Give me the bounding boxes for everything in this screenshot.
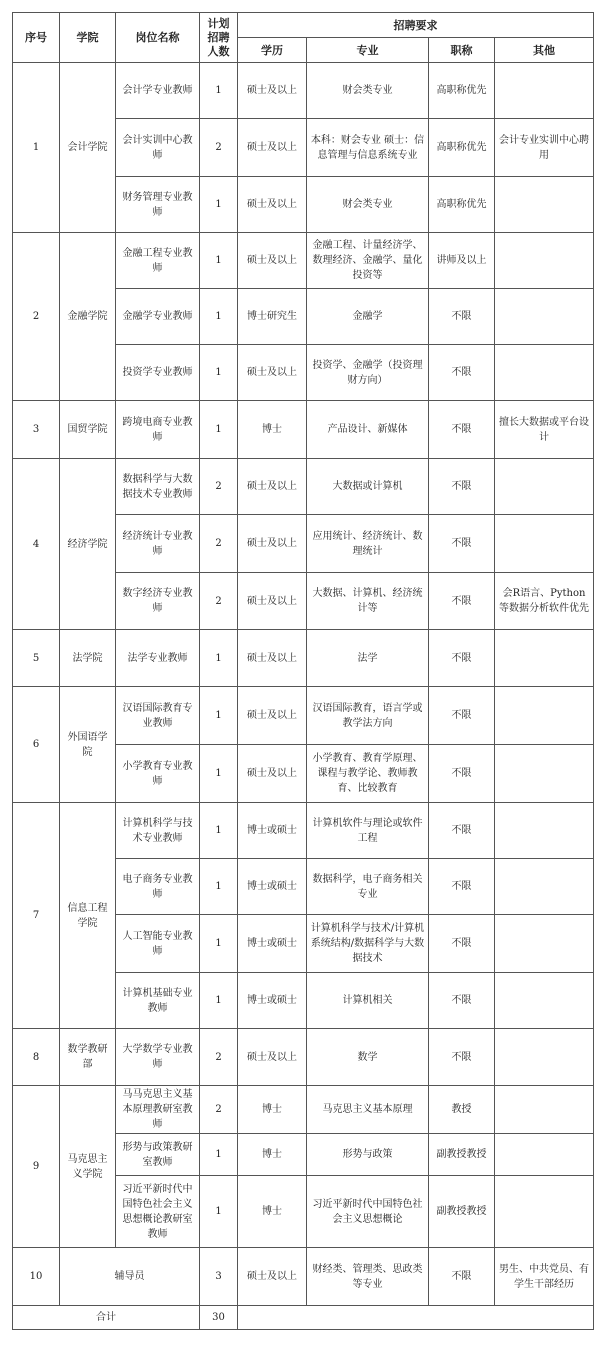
cell-major: 金融工程、计量经济学、数理经济、金融学、量化投资等 xyxy=(307,233,429,289)
cell-other: 擅长大数据或平台设计 xyxy=(495,401,594,459)
cell-other: 男生、中共党员、有学生干部经历 xyxy=(495,1248,594,1306)
cell-degree: 硕士及以上 xyxy=(238,345,307,401)
cell-major: 形势与政策 xyxy=(307,1134,429,1176)
cell-position: 投资学专业教师 xyxy=(116,345,200,401)
cell-college: 法学院 xyxy=(60,630,116,687)
cell-title: 不限 xyxy=(429,459,495,515)
table-row xyxy=(13,233,594,289)
cell-count: 1 xyxy=(200,401,238,459)
cell-position: 电子商务专业教师 xyxy=(116,859,200,915)
header-college: 学院 xyxy=(60,13,116,63)
cell-count: 1 xyxy=(200,289,238,345)
cell-title: 不限 xyxy=(429,1248,495,1306)
cell-position: 会计实训中心教师 xyxy=(116,119,200,177)
cell-title: 不限 xyxy=(429,515,495,573)
cell-count: 1 xyxy=(200,233,238,289)
cell-other xyxy=(495,1176,594,1248)
cell-title: 教授 xyxy=(429,1086,495,1134)
cell-title: 不限 xyxy=(429,803,495,859)
cell-major: 计算机科学与技术/计算机系统结构/数据科学与大数据技术 xyxy=(307,915,429,973)
cell-other xyxy=(495,630,594,687)
cell-other xyxy=(495,1134,594,1176)
header-position: 岗位名称 xyxy=(116,13,200,63)
cell-other xyxy=(495,63,594,119)
cell-title: 高职称优先 xyxy=(429,177,495,233)
cell-count: 1 xyxy=(200,1176,238,1248)
header-other: 其他 xyxy=(495,38,594,63)
recruitment-table xyxy=(12,12,594,1330)
cell-title: 不限 xyxy=(429,915,495,973)
cell-college: 国贸学院 xyxy=(60,401,116,459)
cell-degree: 硕士及以上 xyxy=(238,1248,307,1306)
header-requirements: 招聘要求 xyxy=(238,13,594,38)
cell-major: 汉语国际教育，语言学或教学法方向 xyxy=(307,687,429,745)
cell-count: 1 xyxy=(200,630,238,687)
cell-title: 讲师及以上 xyxy=(429,233,495,289)
header-row xyxy=(13,13,594,38)
cell-seq: 2 xyxy=(13,233,60,401)
cell-major: 产品设计、新媒体 xyxy=(307,401,429,459)
cell-count: 1 xyxy=(200,915,238,973)
cell-count: 2 xyxy=(200,1086,238,1134)
cell-college: 经济学院 xyxy=(60,459,116,630)
cell-count: 1 xyxy=(200,973,238,1029)
cell-degree: 博士或硕士 xyxy=(238,915,307,973)
cell-major: 马克思主义基本原理 xyxy=(307,1086,429,1134)
cell-title: 不限 xyxy=(429,745,495,803)
cell-degree: 硕士及以上 xyxy=(238,459,307,515)
cell-major: 数学 xyxy=(307,1029,429,1086)
table-row xyxy=(13,459,594,515)
cell-degree: 博士 xyxy=(238,1086,307,1134)
cell-degree: 硕士及以上 xyxy=(238,515,307,573)
cell-degree: 硕士及以上 xyxy=(238,233,307,289)
cell-title: 不限 xyxy=(429,973,495,1029)
cell-position: 金融工程专业教师 xyxy=(116,233,200,289)
cell-position: 跨境电商专业教师 xyxy=(116,401,200,459)
table-row xyxy=(13,630,594,687)
cell-position: 小学教育专业教师 xyxy=(116,745,200,803)
cell-seq: 8 xyxy=(13,1029,60,1086)
table-row xyxy=(13,1086,594,1134)
cell-position: 习近平新时代中国特色社会主义思想概论教研室教师 xyxy=(116,1176,200,1248)
cell-count: 3 xyxy=(200,1248,238,1306)
cell-seq: 4 xyxy=(13,459,60,630)
cell-other xyxy=(495,459,594,515)
cell-position: 马马克思主义基本原理教研室教师 xyxy=(116,1086,200,1134)
table-row xyxy=(13,803,594,859)
cell-count: 2 xyxy=(200,459,238,515)
table-row xyxy=(13,687,594,745)
cell-other xyxy=(495,1029,594,1086)
cell-major: 计算机软件与理论或软件工程 xyxy=(307,803,429,859)
cell-major: 习近平新时代中国特色社会主义思想概论 xyxy=(307,1176,429,1248)
cell-count: 1 xyxy=(200,63,238,119)
cell-major: 法学 xyxy=(307,630,429,687)
cell-degree: 博士或硕士 xyxy=(238,803,307,859)
cell-other xyxy=(495,515,594,573)
cell-seq: 3 xyxy=(13,401,60,459)
cell-other xyxy=(495,233,594,289)
cell-other xyxy=(495,1086,594,1134)
table-row xyxy=(13,1248,594,1306)
cell-college: 会计学院 xyxy=(60,63,116,233)
cell-degree: 博士或硕士 xyxy=(238,859,307,915)
cell-college: 信息工程学院 xyxy=(60,803,116,1029)
header-seq: 序号 xyxy=(13,13,60,63)
cell-college: 金融学院 xyxy=(60,233,116,401)
cell-title: 不限 xyxy=(429,687,495,745)
cell-degree: 硕士及以上 xyxy=(238,687,307,745)
cell-college: 外国语学院 xyxy=(60,687,116,803)
cell-position: 人工智能专业教师 xyxy=(116,915,200,973)
cell-position: 汉语国际教育专业教师 xyxy=(116,687,200,745)
cell-degree: 硕士及以上 xyxy=(238,1029,307,1086)
cell-degree: 硕士及以上 xyxy=(238,630,307,687)
total-label: 合计 xyxy=(13,1306,200,1330)
cell-degree: 博士 xyxy=(238,401,307,459)
cell-degree: 博士或硕士 xyxy=(238,973,307,1029)
cell-count: 1 xyxy=(200,177,238,233)
cell-degree: 硕士及以上 xyxy=(238,573,307,630)
header-degree: 学历 xyxy=(238,38,307,63)
header-title: 职称 xyxy=(429,38,495,63)
table-row xyxy=(13,1029,594,1086)
cell-seq: 9 xyxy=(13,1086,60,1248)
cell-count: 1 xyxy=(200,859,238,915)
cell-count: 2 xyxy=(200,119,238,177)
total-empty xyxy=(238,1306,594,1330)
cell-other: 会计专业实训中心聘用 xyxy=(495,119,594,177)
cell-other xyxy=(495,915,594,973)
cell-count: 2 xyxy=(200,573,238,630)
cell-count: 2 xyxy=(200,1029,238,1086)
cell-position: 形势与政策教研室教师 xyxy=(116,1134,200,1176)
cell-count: 1 xyxy=(200,803,238,859)
header-major: 专业 xyxy=(307,38,429,63)
cell-count: 2 xyxy=(200,515,238,573)
cell-degree: 博士 xyxy=(238,1134,307,1176)
cell-degree: 硕士及以上 xyxy=(238,63,307,119)
cell-count: 1 xyxy=(200,687,238,745)
cell-count: 1 xyxy=(200,345,238,401)
table-row xyxy=(13,401,594,459)
cell-title: 高职称优先 xyxy=(429,63,495,119)
cell-position: 计算机科学与技术专业教师 xyxy=(116,803,200,859)
cell-position: 数据科学与大数据技术专业教师 xyxy=(116,459,200,515)
cell-major: 应用统计、经济统计、数理统计 xyxy=(307,515,429,573)
cell-college: 马克思主义学院 xyxy=(60,1086,116,1248)
cell-degree: 硕士及以上 xyxy=(238,745,307,803)
cell-seq: 10 xyxy=(13,1248,60,1306)
cell-title: 副教授教授 xyxy=(429,1134,495,1176)
cell-degree: 博士 xyxy=(238,1176,307,1248)
cell-other xyxy=(495,687,594,745)
cell-college: 辅导员 xyxy=(60,1248,200,1306)
cell-degree: 博士研究生 xyxy=(238,289,307,345)
cell-position: 计算机基础专业教师 xyxy=(116,973,200,1029)
cell-degree: 硕士及以上 xyxy=(238,119,307,177)
cell-major: 数据科学，电子商务相关专业 xyxy=(307,859,429,915)
total-count: 30 xyxy=(200,1306,238,1330)
cell-major: 大数据或计算机 xyxy=(307,459,429,515)
cell-degree: 硕士及以上 xyxy=(238,177,307,233)
cell-position: 经济统计专业教师 xyxy=(116,515,200,573)
cell-other: 会R语言、Python等数据分析软件优先 xyxy=(495,573,594,630)
cell-other xyxy=(495,177,594,233)
cell-position: 金融学专业教师 xyxy=(116,289,200,345)
cell-other xyxy=(495,803,594,859)
cell-major: 计算机相关 xyxy=(307,973,429,1029)
cell-position: 法学专业教师 xyxy=(116,630,200,687)
cell-count: 1 xyxy=(200,745,238,803)
header-count: 计划招聘人数 xyxy=(200,13,238,63)
cell-position: 财务管理专业教师 xyxy=(116,177,200,233)
cell-major: 财会类专业 xyxy=(307,177,429,233)
cell-title: 不限 xyxy=(429,289,495,345)
cell-seq: 1 xyxy=(13,63,60,233)
cell-other xyxy=(495,289,594,345)
cell-position: 数字经济专业教师 xyxy=(116,573,200,630)
cell-major: 大数据、计算机、经济统计等 xyxy=(307,573,429,630)
cell-major: 财会类专业 xyxy=(307,63,429,119)
cell-seq: 6 xyxy=(13,687,60,803)
cell-count: 1 xyxy=(200,1134,238,1176)
cell-title: 不限 xyxy=(429,573,495,630)
table-row xyxy=(13,63,594,119)
cell-title: 不限 xyxy=(429,345,495,401)
cell-title: 高职称优先 xyxy=(429,119,495,177)
cell-major: 金融学 xyxy=(307,289,429,345)
cell-major: 投资学、金融学（投资理财方向） xyxy=(307,345,429,401)
cell-major: 小学教育、教育学原理、课程与教学论、教师教育、比较教育 xyxy=(307,745,429,803)
cell-college: 数学教研部 xyxy=(60,1029,116,1086)
cell-seq: 5 xyxy=(13,630,60,687)
cell-title: 不限 xyxy=(429,630,495,687)
cell-title: 不限 xyxy=(429,1029,495,1086)
cell-title: 副教授教授 xyxy=(429,1176,495,1248)
cell-title: 不限 xyxy=(429,859,495,915)
cell-major: 财经类、管理类、思政类等专业 xyxy=(307,1248,429,1306)
cell-position: 会计学专业教师 xyxy=(116,63,200,119)
cell-title: 不限 xyxy=(429,401,495,459)
cell-seq: 7 xyxy=(13,803,60,1029)
cell-other xyxy=(495,345,594,401)
cell-other xyxy=(495,745,594,803)
cell-other xyxy=(495,973,594,1029)
cell-major: 本科：财会专业 硕士：信息管理与信息系统专业 xyxy=(307,119,429,177)
cell-position: 大学数学专业教师 xyxy=(116,1029,200,1086)
total-row xyxy=(13,1306,594,1330)
cell-other xyxy=(495,859,594,915)
